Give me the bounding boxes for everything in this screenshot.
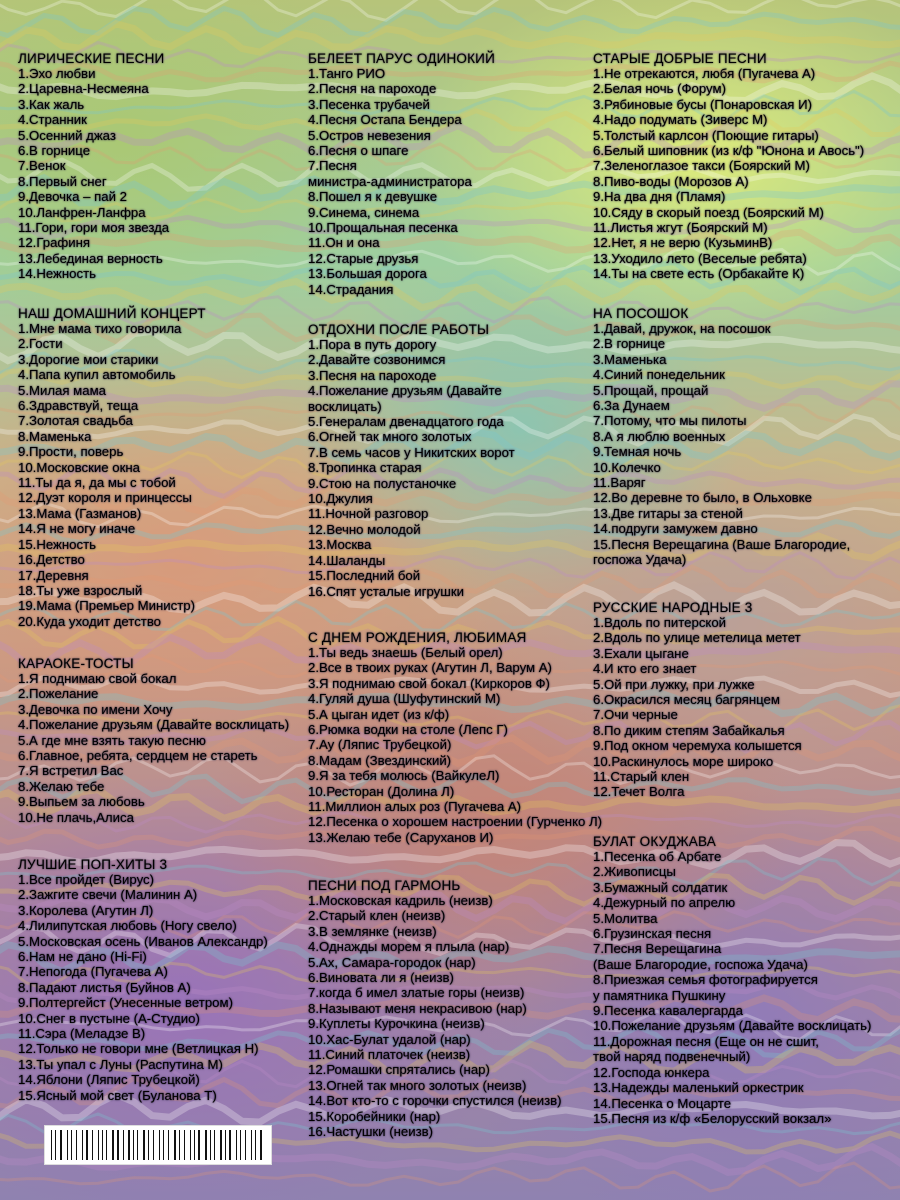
barcode-bar — [117, 1130, 118, 1160]
track-item: 9.Прости, поверь — [18, 444, 124, 460]
track-item: 6.Здравствуй, теща — [18, 398, 139, 414]
track-item: 10.Московские окна — [18, 459, 140, 475]
section-title: БУЛАТ ОКУДЖАВА — [593, 834, 716, 849]
barcode-bar — [210, 1130, 211, 1160]
track-item: 14.Яблони (Ляпис Трубецкой) — [18, 1072, 200, 1088]
track-item: 9.Стою на полустаночке — [308, 475, 457, 491]
track-item: 10.Сяду в скорый поезд (Боярский М) — [593, 204, 824, 220]
barcode-bar — [229, 1130, 231, 1160]
track-item: 9.Синема, синема — [308, 204, 420, 220]
track-item: 3.Ехали цыгане — [593, 645, 689, 661]
track-item: 12.Нет, я не верю (КузьминВ) — [593, 235, 773, 251]
track-item: 14.подруги замужем давно — [593, 521, 758, 537]
track-item: 3.Бумажный солдатик — [593, 879, 728, 895]
track-item: 12.Господа юнкера — [593, 1064, 710, 1080]
barcode-bar — [71, 1130, 72, 1160]
track-item: 1.Песенка об Арбате — [593, 849, 722, 864]
barcode-bar — [133, 1130, 134, 1160]
track-item: 4.Синий понедельник — [593, 367, 725, 383]
track-item: 7.когда б имел златые горы (неизв) — [308, 985, 525, 1001]
track-item: (Ваше Благородие, госпожа Удача) — [593, 956, 808, 972]
track-item: 9.Куплеты Курочкина (неизв) — [308, 1016, 485, 1032]
track-item: 8.Приезжая семья фотографируется — [593, 972, 818, 988]
track-item: 15.Последний бой — [308, 568, 421, 584]
track-item: 7.Непогода (Пугачева А) — [18, 964, 168, 980]
track-item: 4.Гуляй душа (Шуфутинский М) — [308, 691, 501, 707]
track-item: 14.Я не могу иначе — [18, 521, 136, 537]
barcode-bar — [168, 1130, 169, 1160]
track-item: 12.Ромашки спрятались (нар) — [308, 1062, 490, 1078]
track-item: 10.Ресторан (Долина Л) — [308, 783, 455, 799]
track-item: 13.Мама (Газманов) — [18, 505, 142, 521]
track-item: 14.Песенка о Моцарте — [593, 1095, 732, 1111]
track-item: 1.Давай, дружок, на посошок — [593, 321, 771, 336]
track-item: 8.Пошел я к девушке — [308, 189, 438, 205]
barcode-bar — [184, 1130, 185, 1160]
barcode — [44, 1125, 272, 1165]
track-item: 13.Лебединая верность — [18, 250, 163, 266]
track-item: 14.Шаланды — [308, 552, 386, 568]
track-item: госпожа Удача) — [593, 552, 687, 568]
section-title: РУССКИЕ НАРОДНЫЕ 3 — [593, 600, 753, 615]
barcode-bar — [55, 1130, 56, 1160]
section-title: ПЕСНИ ПОД ГАРМОНЬ — [308, 878, 461, 893]
barcode-bar — [174, 1130, 176, 1160]
track-item: 15.Нежность — [18, 536, 96, 552]
track-item: 4.И кто его знает — [593, 661, 697, 677]
barcode-bar — [148, 1130, 149, 1160]
track-item: 1.Пора в путь дорогу — [308, 337, 437, 352]
track-item: 7.Венок — [18, 158, 66, 174]
barcode-bar — [220, 1130, 221, 1160]
track-item: 19.Мама (Премьер Министр) — [18, 598, 196, 614]
track-item: 10.Прощальная песенка — [308, 220, 458, 236]
barcode-bar — [82, 1130, 83, 1160]
track-item: 9.Темная ночь — [593, 444, 682, 460]
track-item: министра-администратора — [308, 173, 472, 189]
track-item: 16.Спят усталые игрушки — [308, 583, 464, 599]
track-item: 6.Окрасился месяц багрянцем — [593, 692, 780, 708]
section-home-concert — [18, 306, 318, 629]
track-item: 12.Дуэт короля и принцессы — [18, 490, 192, 506]
track-item: 7.Очи черные — [593, 707, 678, 723]
track-item: 4.Однажды морем я плыла (нар) — [308, 939, 510, 955]
track-item: 7.Песня Верещагина — [593, 941, 722, 957]
track-item: 3.В землянке (неизв) — [308, 923, 437, 939]
track-item: 6.В горнице — [18, 143, 91, 159]
track-item: 6.Белый шиповник (из к/ф "Юнона и Авось") — [593, 143, 865, 159]
track-item: 5.А цыган идет (из к/ф) — [308, 706, 450, 722]
section-lonely-sail — [308, 51, 608, 297]
track-item: 13.Москва — [308, 537, 372, 553]
track-item: 5.А где мне взять такую песню — [18, 732, 206, 748]
track-item: 2.Все в твоих руках (Агутин Л, Варум А) — [308, 660, 552, 676]
barcode-bar — [214, 1130, 215, 1160]
barcode-bar — [194, 1130, 195, 1160]
track-item: 6.За Дунаем — [593, 398, 670, 414]
track-item: 8.Первый снег — [18, 173, 107, 189]
section-karaoke-toasts — [18, 656, 318, 825]
track-item: 1.Все пройдет (Вирус) — [18, 872, 155, 887]
track-item: 5.Осенний джаз — [18, 127, 116, 143]
barcode-bar — [98, 1130, 99, 1160]
barcode-bar — [163, 1130, 164, 1160]
track-item: 6.Главное, ребята, сердцем не стареть — [18, 748, 258, 764]
track-item: 13.Огней так много золотых (неизв) — [308, 1077, 527, 1093]
section-russian-folk-3 — [593, 600, 893, 800]
track-item: 1.Танго РИО — [308, 66, 386, 81]
track-item: 9.Выпьем за любовь — [18, 794, 145, 810]
track-item: 8.А я люблю военных — [593, 428, 726, 444]
track-item: 7.Ау (Ляпис Трубецкой) — [308, 737, 452, 753]
section-old-good-songs — [593, 51, 893, 282]
section-na-pososhok — [593, 306, 893, 568]
track-item: 10.Хас-Булат удалой (нар) — [308, 1031, 471, 1047]
track-item: 10.Раскинулось море широко — [593, 753, 774, 769]
track-item: 5.Ах, Самара-городок (нар) — [308, 954, 476, 970]
section-title: С ДНЕМ РОЖДЕНИЯ, ЛЮБИМАЯ — [308, 630, 527, 645]
track-item: 20.Куда уходит детство — [18, 613, 162, 629]
track-item: 8.Тропинка старая — [308, 460, 422, 476]
track-item: 1.Не отрекаются, любя (Пугачева А) — [593, 66, 816, 81]
track-item: 5.Молитва — [593, 910, 658, 926]
track-item: 12.Только не говори мне (Ветлицкая Н) — [18, 1041, 259, 1057]
barcode-bar — [260, 1130, 262, 1160]
track-item: 3.Песня на пароходе — [308, 367, 437, 383]
barcode-bar — [137, 1130, 138, 1160]
track-item: 6.Рюмка водки на столе (Лепс Г) — [308, 722, 508, 738]
track-item: 11.Листья жгут (Боярский М) — [593, 220, 768, 236]
track-item: 3.Королева (Агутин Л) — [18, 902, 154, 918]
track-item: 7.Потому, что мы пилоты — [593, 413, 747, 429]
track-item: 6.Нам не дано (Hi-Fi) — [18, 949, 147, 965]
track-item: 8.По диким степям Забайкалья — [593, 722, 785, 738]
track-item: 8.Пиво-воды (Морозов А) — [593, 173, 749, 189]
track-item: 8.Называют меня некрасивою (нар) — [308, 1000, 527, 1016]
track-item: 10.Снег в пустыне (А-Студио) — [18, 1010, 200, 1026]
track-item: 6.Песня о шпаге — [308, 143, 409, 159]
barcode-bar — [251, 1130, 252, 1160]
track-item: 7.Золотая свадьба — [18, 413, 133, 429]
track-item: 11.Дорожная песня (Еще он не сшит, — [593, 1033, 819, 1049]
barcode-bar — [236, 1130, 237, 1160]
track-item: 2.В горнице — [593, 336, 666, 352]
track-item: 12.Течет Волга — [593, 784, 685, 800]
section-lyric-songs — [18, 51, 318, 282]
track-item: 9.На два дня (Пламя) — [593, 189, 726, 205]
track-item: твой наряд подвенечный) — [593, 1049, 751, 1065]
track-item: 10.Пожелание друзьям (Давайте восклицать) — [593, 1018, 872, 1034]
barcode-bar — [106, 1130, 107, 1160]
track-item: 2.Зажгите свечи (Малинин А) — [18, 887, 198, 903]
track-item: 13.Две гитары за стеной — [593, 505, 743, 521]
section-happy-birthday — [308, 630, 608, 845]
barcode-bar — [225, 1130, 226, 1160]
track-item: 4.Папа купил автомобиль — [18, 367, 176, 383]
track-item: 11.Старый клен — [593, 769, 690, 785]
barcode-bar — [190, 1130, 191, 1160]
track-item: 7.Я встретил Вас — [18, 763, 124, 779]
track-item: 11.Гори, гори моя звезда — [18, 220, 170, 236]
track-item: 16.Детство — [18, 552, 85, 568]
barcode-bar — [179, 1130, 180, 1160]
track-item: 3.Как жаль — [18, 96, 85, 112]
barcode-bar — [159, 1130, 160, 1160]
track-item: восклицать) — [308, 398, 382, 414]
track-item: 11.Ночной разговор — [308, 506, 429, 522]
section-title: НАШ ДОМАШНИЙ КОНЦЕРТ — [18, 306, 206, 321]
track-item: 5.Ой при лужку, при лужке — [593, 676, 755, 692]
track-item: 9.Я за тебя молюсь (ВайкулеЛ) — [308, 768, 500, 784]
track-item: 13.Желаю тебе (Саруханов И) — [308, 829, 494, 845]
track-item: 13.Надежды маленький оркестрик — [593, 1080, 804, 1096]
track-item: 15.Песня Верещагина (Ваше Благородие, — [593, 536, 851, 552]
track-item: 3.Дорогие мои старики — [18, 351, 159, 367]
track-item: 17.Деревня — [18, 567, 89, 583]
barcode-bar — [143, 1130, 145, 1160]
track-item: 12.Графиня — [18, 235, 91, 251]
track-item: 2.Пожелание — [18, 686, 99, 702]
barcode-bar — [123, 1130, 124, 1160]
barcode-bar — [92, 1130, 93, 1160]
track-item: 3.Рябиновые бусы (Понаровская И) — [593, 96, 812, 112]
section-pop-hits-3 — [18, 857, 318, 1103]
track-item: 13.Большая дорога — [308, 266, 427, 282]
barcode-bar — [128, 1130, 129, 1160]
track-item: 1.Я поднимаю свой бокал — [18, 671, 177, 686]
track-item: 1.Эхо любви — [18, 66, 96, 81]
track-item: 9.Песенка кавалергарда — [593, 1003, 743, 1019]
track-item: 5.Московская осень (Иванов Александр) — [18, 933, 268, 949]
track-item: 3.Песенка трубачей — [308, 96, 430, 112]
track-item: 2.Белая ночь (Форум) — [593, 81, 726, 97]
track-item: 13.Ты упал с Луны (Распутина М) — [18, 1056, 223, 1072]
track-item: 15.Коробейники (нар) — [308, 1108, 441, 1124]
track-item: 5.Остров невезения — [308, 127, 431, 143]
track-item: 2.Песня на пароходе — [308, 81, 437, 97]
track-item: 14.Нежность — [18, 266, 96, 282]
track-item: 10.Джулия — [308, 491, 373, 507]
track-item: 15.Ясный мой свет (Буланова Т) — [18, 1087, 217, 1103]
track-item: 1.Ты ведь знаешь (Белый орел) — [308, 645, 503, 660]
track-item: 9.Под окном черемуха колышется — [593, 738, 802, 754]
barcode-bar — [153, 1130, 154, 1160]
track-item: 14.Вот кто-то с горочки спустился (неизв) — [308, 1093, 562, 1109]
track-item: 8.Мадам (Звездинский) — [308, 752, 452, 768]
track-item: 16.Частушки (неизв) — [308, 1124, 434, 1140]
track-item: 2.Давайте созвонимся — [308, 352, 446, 368]
section-bulat-okudzhava — [593, 834, 893, 1126]
section-title: ЛИРИЧЕСКИЕ ПЕСНИ — [18, 51, 165, 66]
track-item: 12.Во деревне то было, в Ольховке — [593, 490, 812, 506]
barcode-bar — [51, 1130, 52, 1160]
barcode-bar — [112, 1130, 114, 1160]
section-title: БЕЛЕЕТ ПАРУС ОДИНОКИЙ — [308, 51, 495, 66]
track-item: 11.Он и она — [308, 235, 380, 251]
barcode-bar — [205, 1130, 207, 1160]
track-item: 4.Лилипутская любовь (Ногу свело) — [18, 918, 237, 934]
track-item: 12.Старые друзья — [308, 250, 419, 266]
track-item: 9.Полтергейст (Унесенные ветром) — [18, 995, 233, 1011]
track-item: 11.Варяг — [593, 475, 646, 491]
track-item: 1.Мне мама тихо говорила — [18, 321, 182, 336]
section-title: ОТДОХНИ ПОСЛЕ РАБОТЫ — [308, 322, 490, 337]
barcode-bar — [76, 1130, 77, 1160]
section-rest-after-work — [308, 322, 608, 599]
track-item: у памятника Пушкину — [593, 987, 726, 1003]
track-item: 18.Ты уже взрослый — [18, 582, 143, 598]
track-item: 7.Зеленоглазое такси (Боярский М) — [593, 158, 810, 174]
track-item: 11.Миллион алых роз (Пугачева А) — [308, 799, 522, 815]
track-item: 5.Милая мама — [18, 382, 106, 398]
barcode-bar — [240, 1130, 241, 1160]
track-item: 15.Песня из к/ф «Белорусский вокзал» — [593, 1110, 832, 1126]
track-item: 11.Ты да я, да мы с тобой — [18, 475, 176, 491]
track-item: 14.Ты на свете есть (Орбакайте К) — [593, 266, 805, 282]
section-title: ЛУЧШИЕ ПОП-ХИТЫ 3 — [18, 857, 168, 872]
section-title: СТАРЫЕ ДОБРЫЕ ПЕСНИ — [593, 51, 767, 66]
track-item: 3.Маменька — [593, 351, 667, 367]
track-item: 4.Странник — [18, 112, 87, 128]
track-item: 4.Пожелание друзьям (Давайте восклицать) — [18, 717, 290, 733]
track-item: 3.Девочка по имени Хочу — [18, 701, 173, 717]
barcode-bar — [102, 1130, 103, 1160]
track-item: 4.Пожелание друзьям (Давайте — [308, 383, 502, 399]
track-item: 10.Не плачь,Алиса — [18, 809, 134, 825]
track-item: 8.Маменька — [18, 428, 92, 444]
barcode-bar — [255, 1130, 256, 1160]
track-item: 7.В семь часов у Никитских ворот — [308, 444, 515, 460]
track-item: 9.Девочка – пай 2 — [18, 189, 127, 205]
track-item: 1.Вдоль по питерской — [593, 615, 727, 630]
track-item: 13.Уходило лето (Веселые ребята) — [593, 250, 807, 266]
track-item: 11.Синий платочек (неизв) — [308, 1047, 471, 1063]
track-item: 2.Царевна-Несмеяна — [18, 81, 149, 97]
track-item: 6.Виновата ли я (неизв) — [308, 970, 454, 986]
track-item: 12.Вечно молодой — [308, 521, 421, 537]
track-item: 8.Падают листья (Буйнов А) — [18, 979, 191, 995]
track-item: 6.Огней так много золотых — [308, 429, 472, 445]
track-item: 4.Песня Остапа Бендера — [308, 112, 462, 128]
track-item: 3.Я поднимаю свой бокал (Киркоров Ф) — [308, 675, 550, 691]
track-item: 5.Прощай, прощай — [593, 382, 709, 398]
section-accordion-songs — [308, 878, 608, 1140]
track-item: 10.Колечко — [593, 459, 661, 475]
barcode-bar — [86, 1130, 88, 1160]
track-item: 2.Вдоль по улице метелица метет — [593, 630, 801, 646]
barcode-bar — [60, 1130, 62, 1160]
track-item: 2.Гости — [18, 336, 63, 352]
track-item: 1.Московская кадриль (неизв) — [308, 893, 493, 908]
track-item: 11.Сэра (Меладзе В) — [18, 1026, 146, 1042]
track-item: 4.Дежурный по апрелю — [593, 895, 736, 911]
barcode-bar — [245, 1130, 246, 1160]
barcode-bar — [198, 1130, 199, 1160]
track-item: 5.Генералам двенадцатого года — [308, 414, 504, 430]
track-item: 14.Страдания — [308, 281, 394, 297]
track-item: 4.Надо подумать (Зиверс М) — [593, 112, 768, 128]
track-item: 7.Песня — [308, 158, 357, 174]
section-title: НА ПОСОШОК — [593, 306, 689, 321]
barcode-bar — [67, 1130, 68, 1160]
track-item: 12.Песенка о хорошем настроении (Гурченко Л) — [308, 814, 603, 830]
section-title: КАРАОКЕ-ТОСТЫ — [18, 656, 134, 671]
track-item: 8.Желаю тебе — [18, 778, 105, 794]
track-item: 2.Старый клен (неизв) — [308, 908, 446, 924]
track-item: 6.Грузинская песня — [593, 926, 712, 942]
track-item: 10.Ланфрен-Ланфра — [18, 204, 146, 220]
track-item: 2.Живописцы — [593, 864, 676, 880]
track-item: 5.Толстый карлсон (Поющие гитары) — [593, 127, 819, 143]
